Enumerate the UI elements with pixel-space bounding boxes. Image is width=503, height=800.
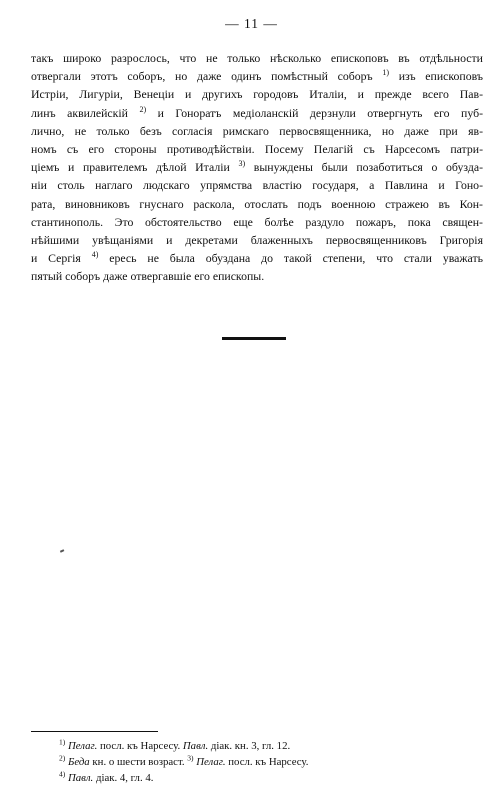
text-segment: ересь не была обуздана до такой степени, что стали уважать xyxy=(109,251,483,266)
text-segment: и Сергія xyxy=(31,251,81,266)
footnote xyxy=(59,770,479,786)
text-line xyxy=(31,267,483,285)
text-line xyxy=(31,249,483,267)
footnote xyxy=(59,738,479,754)
text-line xyxy=(31,231,483,249)
body-text xyxy=(31,49,483,285)
text-line xyxy=(31,158,483,176)
text-segment: такъ широко разрослось, что не только нѣсколько епископовъ въ отдѣльности xyxy=(31,51,483,65)
section-end-rule xyxy=(222,337,286,340)
text-line xyxy=(31,49,483,67)
footnote-number: 4) xyxy=(59,769,66,779)
footnote-text: кн. о шести возраст. xyxy=(89,756,188,769)
footnote-number: 1) xyxy=(59,737,66,747)
text-line xyxy=(31,140,483,158)
text-line xyxy=(31,85,483,103)
footnote-reference: 4) xyxy=(91,250,99,260)
footnote-number: 3) xyxy=(187,753,194,763)
footnote-text: Пелаг. xyxy=(67,740,98,752)
text-line xyxy=(31,213,483,231)
text-line xyxy=(31,104,483,122)
footnote-text: Павл. xyxy=(182,740,209,752)
text-segment: стантинополь. Это обстоятельство еще болѣе раздуло пожаръ, пока священ- xyxy=(31,214,483,229)
footnote-text: Пелаг. xyxy=(196,756,226,769)
footnote-reference: 2) xyxy=(139,104,147,114)
text-segment: пятый соборъ даже отвергавшіе его епископы. xyxy=(31,269,265,284)
footnote-reference: 1) xyxy=(382,68,390,78)
page-number: — 11 — xyxy=(225,16,278,31)
text-segment: линъ аквилейскій xyxy=(31,105,128,120)
footnote-separator xyxy=(31,731,158,732)
footnote-text: діак. 4, гл. 4. xyxy=(93,772,154,785)
text-segment: вынуждены были позаботиться о обузда- xyxy=(253,160,483,175)
text-segment: отвергали этотъ соборъ, но даже одинъ помѣстный соборъ xyxy=(31,69,373,84)
footnote-reference: 3) xyxy=(238,159,246,169)
footnote xyxy=(59,754,479,770)
text-segment: нѣйшими увѣщаніями и декретами блаженныхъ первосвященниковъ Григорія xyxy=(31,232,483,247)
footnote-number: 2) xyxy=(59,753,66,763)
text-segment: и Гоноратъ медіоланскій дерзнули отвергнуть его пуб- xyxy=(157,105,483,120)
footnote-text: посл. къ Нарсесу. xyxy=(97,740,183,752)
text-segment: лично, не только безъ согласія римскаго первосвященника, но даже при яв- xyxy=(31,123,483,138)
footnote-text: Беда xyxy=(67,756,90,769)
text-segment: ціемъ и правителемъ дѣлой Италіи xyxy=(31,160,230,175)
stray-ink-mark xyxy=(60,549,64,552)
text-segment: рата, виновниковъ гнуснаго раскола, отослать подъ военною стражею въ Кон- xyxy=(31,196,483,211)
text-segment: номъ съ его стороны противодѣйствіи. Посему Пелагій съ Нарсесомъ патри- xyxy=(31,141,483,156)
footnote-text: діак. кн. 3, гл. 12. xyxy=(208,740,291,752)
text-segment: изъ епископовъ xyxy=(398,69,483,84)
text-line xyxy=(31,176,483,194)
footnote-text: Павл. xyxy=(67,772,94,785)
footnote-text: посл. къ Нарсесу. xyxy=(225,756,309,769)
footnotes xyxy=(59,738,479,787)
text-segment: Истріи, Лигуріи, Венеціи и другихъ городовъ Италіи, и прежде всего Пав- xyxy=(31,87,483,102)
text-line xyxy=(31,195,483,213)
text-segment: ніи столь наглаго людскаго упрямства властію государя, а Павлина и Гоно- xyxy=(31,178,483,193)
text-line xyxy=(31,67,483,85)
text-line xyxy=(31,122,483,140)
